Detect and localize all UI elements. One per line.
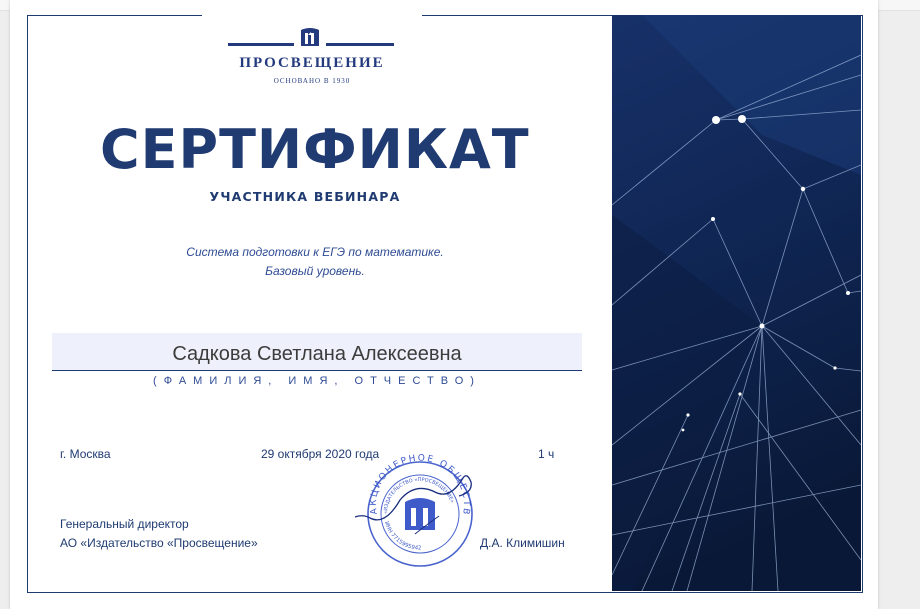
director-title-line-2: АО «Издательство «Просвещение» <box>60 536 258 550</box>
director-title-line-1: Генеральный директор <box>60 517 189 531</box>
date-label: 29 октября 2020 года <box>261 447 380 461</box>
city-label: г. Москва <box>60 447 111 461</box>
participant-name-field[interactable]: Садкова Светлана Алексеевна <box>52 333 582 371</box>
director-name: Д.А. Климишин <box>480 536 565 550</box>
duration-label: 1 ч <box>538 447 555 461</box>
certificate-title: СЕРТИФИКАТ <box>100 118 530 181</box>
company-stamp <box>355 452 485 576</box>
topic-line-1: Система подготовки к ЕГЭ по математике. <box>186 245 444 259</box>
brand-logo-icon <box>299 26 321 48</box>
brand-founded: ОСНОВАНО В 1930 <box>273 77 351 85</box>
brand-name: ПРОСВЕЩЕНИЕ <box>239 55 385 71</box>
name-caption: (ФАМИЛИЯ, ИМЯ, ОТЧЕСТВО) <box>153 375 481 387</box>
stamp-inner-text: «ИЗДАТЕЛЬСТВО «ПРОСВЕЩЕНИЕ» <box>382 476 455 515</box>
topic-line-2: Базовый уровень. <box>265 264 365 278</box>
webinar-topic <box>140 243 490 281</box>
stamp-inn-text: ИНН 7715995942 <box>383 520 422 552</box>
stamp-logo-icon <box>405 498 435 530</box>
stamp-outer-text: АКЦИОНЕРНОЕ ОБЩЕСТВ <box>368 453 472 518</box>
logo-rule-left <box>228 43 294 46</box>
network-pattern-decoration <box>612 15 861 591</box>
logo-rule-right <box>326 43 394 46</box>
certificate-subtitle: УЧАСТНИКА ВЕБИНАРА <box>209 189 401 204</box>
